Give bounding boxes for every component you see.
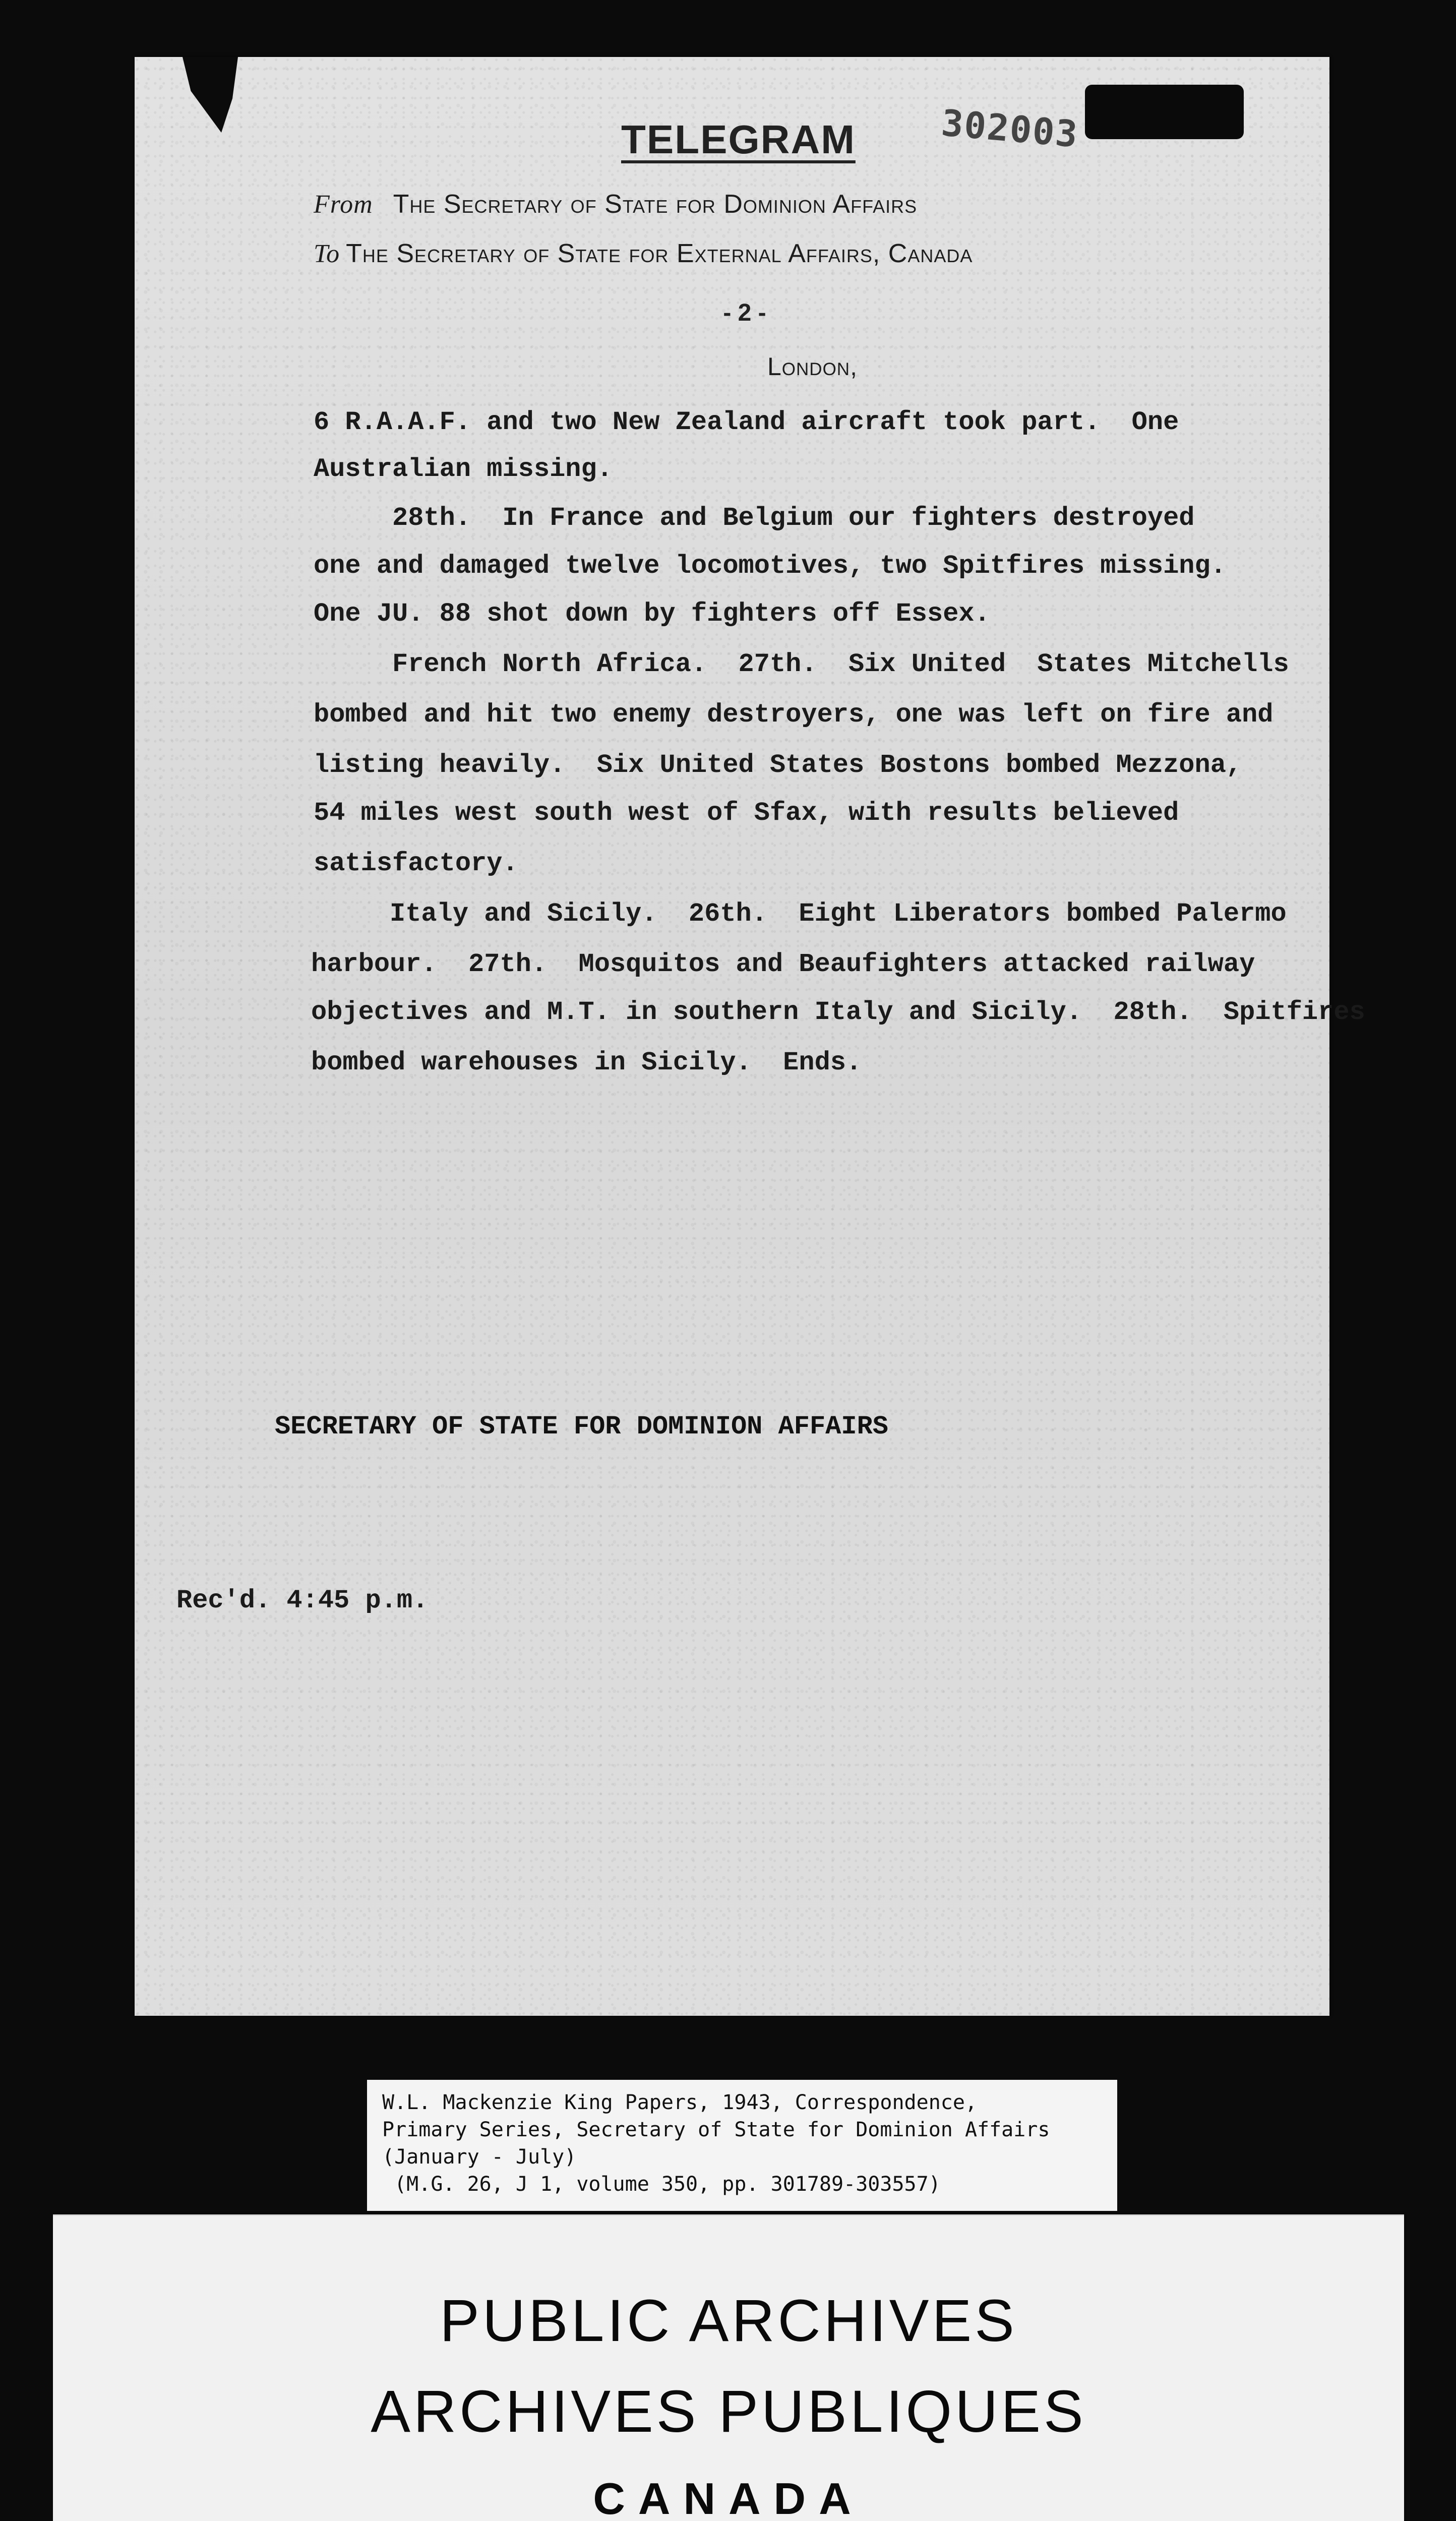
from-line [314, 189, 917, 219]
body-line: harbour. 27th. Mosquitos and Beaufighters attacked railway [311, 949, 1255, 979]
redaction-box [1085, 85, 1244, 139]
archives-country: CANADA [593, 2474, 864, 2521]
received-time: Rec'd. 4:45 p.m. [176, 1586, 429, 1615]
body-line: French North Africa. 27th. Six United States Mitchells [314, 649, 1289, 679]
body-line: 28th. In France and Belgium our fighters destroyed [314, 503, 1195, 533]
body-line: one and damaged twelve locomotives, two Spitfires missing. [314, 551, 1226, 581]
body-line: One JU. 88 shot down by fighters off Essex. [314, 599, 990, 629]
citation-line: W.L. Mackenzie King Papers, 1943, Correspondence, [382, 2091, 978, 2114]
signature-line: SECRETARY OF STATE FOR DOMINION AFFAIRS [275, 1412, 888, 1442]
body-line: bombed warehouses in Sicily. Ends. [311, 1048, 862, 1077]
body-line: Italy and Sicily. 26th. Eight Liberators bombed Palermo [311, 899, 1287, 929]
citation-line: Primary Series, Secretary of State for Dominion Affairs [382, 2118, 1050, 2141]
body-line: objectives and M.T. in southern Italy and Sicily. 28th. Spitfires [311, 997, 1365, 1027]
body-line: listing heavily. Six United States Bostons bombed Mezzona, [314, 750, 1242, 780]
body-line: bombed and hit two enemy destroyers, one was left on fire and [314, 700, 1273, 730]
telegram-title: TELEGRAM [621, 117, 856, 162]
from-label: From [314, 190, 373, 219]
page-number: - 2 - [723, 299, 766, 326]
telegram-sheet [135, 57, 1365, 2016]
body-line: 54 miles west south west of Sfax, with results believed [314, 798, 1179, 828]
citation-line: (M.G. 26, J 1, volume 350, pp. 301789-303557) [382, 2173, 941, 2196]
body-line: 6 R.A.A.F. and two New Zealand aircraft took part. One [314, 407, 1179, 437]
body-line: Australian missing. [314, 454, 613, 484]
from-text: The Secretary of State for Dominion Affairs [393, 190, 918, 219]
to-line [314, 238, 973, 269]
torn-corner [183, 57, 238, 133]
body-line: satisfactory. [314, 849, 518, 878]
citation-card [367, 2080, 1117, 2211]
archives-label-card [53, 2214, 1404, 2521]
page-stamp-number: 302003 [939, 101, 1080, 156]
to-label: To [314, 239, 340, 268]
to-text: The Secretary of State for External Affairs, Canada [346, 239, 973, 268]
place-line: London, [767, 352, 858, 381]
archives-french: ARCHIVES PUBLIQUES [371, 2378, 1086, 2445]
citation-line: (January - July) [382, 2145, 577, 2169]
archives-english: PUBLIC ARCHIVES [440, 2288, 1017, 2354]
